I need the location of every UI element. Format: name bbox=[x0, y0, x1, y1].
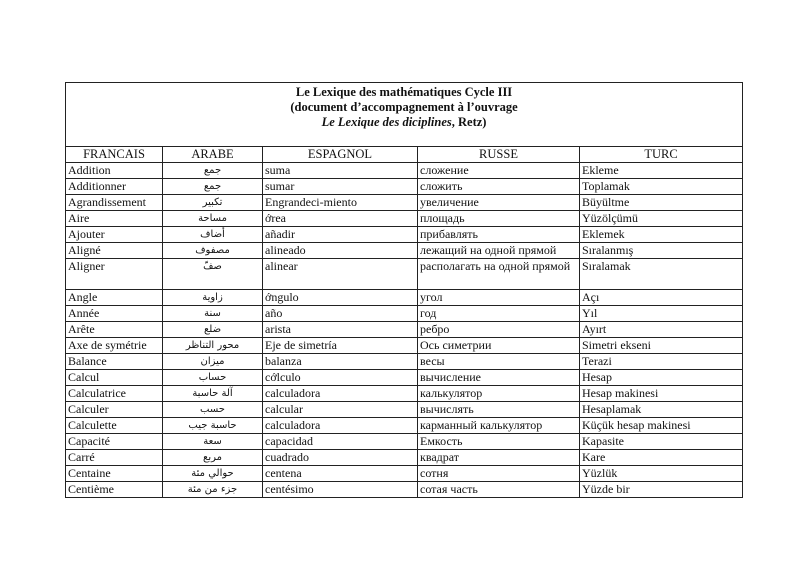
cell-espagnol: centena bbox=[263, 466, 418, 482]
cell-russe: сотня bbox=[418, 466, 580, 482]
cell-turc: Yıl bbox=[580, 306, 743, 322]
cell-francais: Centaine bbox=[66, 466, 163, 482]
cell-turc: Hesap makinesi bbox=[580, 386, 743, 402]
cell-russe: ребро bbox=[418, 322, 580, 338]
cell-espagnol: ớngulo bbox=[263, 290, 418, 306]
cell-arabe: زاوية bbox=[163, 290, 263, 306]
cell-russe: квадрат bbox=[418, 450, 580, 466]
cell-espagnol: cuadrado bbox=[263, 450, 418, 466]
table-row bbox=[66, 434, 743, 450]
table-row bbox=[66, 338, 743, 354]
cell-arabe: تكبير bbox=[163, 195, 263, 211]
table-row bbox=[66, 195, 743, 211]
cell-francais: Arête bbox=[66, 322, 163, 338]
cell-espagnol: alinear bbox=[263, 259, 418, 290]
cell-russe: весы bbox=[418, 354, 580, 370]
col-header-russe: RUSSE bbox=[418, 147, 580, 163]
cell-russe: сложить bbox=[418, 179, 580, 195]
table-row bbox=[66, 259, 743, 290]
cell-espagnol: añadir bbox=[263, 227, 418, 243]
table-row bbox=[66, 386, 743, 402]
table-row bbox=[66, 179, 743, 195]
cell-turc: Yüzlük bbox=[580, 466, 743, 482]
cell-francais: Calculette bbox=[66, 418, 163, 434]
cell-espagnol: calculadora bbox=[263, 386, 418, 402]
cell-espagnol: capacidad bbox=[263, 434, 418, 450]
title-line-2: (document d’accompagnement à l’ouvrage bbox=[290, 100, 518, 114]
cell-francais: Agrandissement bbox=[66, 195, 163, 211]
cell-arabe: سنة bbox=[163, 306, 263, 322]
cell-espagnol: arista bbox=[263, 322, 418, 338]
col-header-francais: FRANCAIS bbox=[66, 147, 163, 163]
cell-russe: лежащий на одной прямой bbox=[418, 243, 580, 259]
cell-arabe: ميزان bbox=[163, 354, 263, 370]
header-row bbox=[66, 147, 743, 163]
cell-russe: увеличение bbox=[418, 195, 580, 211]
cell-arabe: مساحة bbox=[163, 211, 263, 227]
cell-arabe: جمع bbox=[163, 179, 263, 195]
cell-russe: вычислять bbox=[418, 402, 580, 418]
table-row bbox=[66, 211, 743, 227]
table-row bbox=[66, 163, 743, 179]
cell-espagnol: ớrea bbox=[263, 211, 418, 227]
table-row bbox=[66, 322, 743, 338]
cell-turc: Açı bbox=[580, 290, 743, 306]
cell-francais: Additionner bbox=[66, 179, 163, 195]
table-row bbox=[66, 402, 743, 418]
cell-turc: Toplamak bbox=[580, 179, 743, 195]
cell-russe: угол bbox=[418, 290, 580, 306]
cell-francais: Centième bbox=[66, 482, 163, 498]
cell-francais: Axe de symétrie bbox=[66, 338, 163, 354]
cell-turc: Kapasite bbox=[580, 434, 743, 450]
cell-russe: прибавлять bbox=[418, 227, 580, 243]
cell-arabe: محور التناظر bbox=[163, 338, 263, 354]
cell-turc: Eklemek bbox=[580, 227, 743, 243]
cell-espagnol: Engrandeci-miento bbox=[263, 195, 418, 211]
cell-francais: Addition bbox=[66, 163, 163, 179]
cell-francais: Calculatrice bbox=[66, 386, 163, 402]
cell-espagnol: Eje de simetría bbox=[263, 338, 418, 354]
table-row bbox=[66, 466, 743, 482]
cell-turc: Ekleme bbox=[580, 163, 743, 179]
cell-francais: Calcul bbox=[66, 370, 163, 386]
cell-espagnol: cớlculo bbox=[263, 370, 418, 386]
cell-arabe: مصفوف bbox=[163, 243, 263, 259]
cell-arabe: مربع bbox=[163, 450, 263, 466]
cell-russe: вычисление bbox=[418, 370, 580, 386]
publisher: , Retz) bbox=[451, 115, 487, 129]
cell-espagnol: balanza bbox=[263, 354, 418, 370]
cell-espagnol: calcular bbox=[263, 402, 418, 418]
cell-espagnol: alineado bbox=[263, 243, 418, 259]
cell-turc: Terazi bbox=[580, 354, 743, 370]
title-line-1: Le Lexique des mathématiques Cycle III bbox=[295, 85, 513, 99]
cell-turc: Hesaplamak bbox=[580, 402, 743, 418]
table-row bbox=[66, 227, 743, 243]
col-header-turc: TURC bbox=[580, 147, 743, 163]
cell-turc: Yüzölçümü bbox=[580, 211, 743, 227]
cell-francais: Capacité bbox=[66, 434, 163, 450]
table-row bbox=[66, 290, 743, 306]
cell-arabe: حسب bbox=[163, 402, 263, 418]
cell-francais: Carré bbox=[66, 450, 163, 466]
cell-francais: Balance bbox=[66, 354, 163, 370]
table-row bbox=[66, 354, 743, 370]
cell-turc: Simetri ekseni bbox=[580, 338, 743, 354]
cell-arabe: حاسبة جيب bbox=[163, 418, 263, 434]
title-line-3 bbox=[68, 115, 740, 130]
cell-arabe: ضلع bbox=[163, 322, 263, 338]
cell-turc: Kare bbox=[580, 450, 743, 466]
cell-russe: карманный калькулятор bbox=[418, 418, 580, 434]
cell-espagnol: año bbox=[263, 306, 418, 322]
cell-russe: сложение bbox=[418, 163, 580, 179]
cell-russe: площадь bbox=[418, 211, 580, 227]
table-row bbox=[66, 418, 743, 434]
table-row bbox=[66, 450, 743, 466]
table-body bbox=[66, 163, 743, 498]
cell-espagnol: calculadora bbox=[263, 418, 418, 434]
cell-turc: Sıralanmış bbox=[580, 243, 743, 259]
cell-arabe: صفّ bbox=[163, 259, 263, 290]
cell-turc: Sıralamak bbox=[580, 259, 743, 290]
cell-arabe: حوالي مئة bbox=[163, 466, 263, 482]
cell-espagnol: suma bbox=[263, 163, 418, 179]
cell-arabe: جزء من مئة bbox=[163, 482, 263, 498]
cell-francais: Aire bbox=[66, 211, 163, 227]
cell-russe: Емкость bbox=[418, 434, 580, 450]
cell-arabe: جمع bbox=[163, 163, 263, 179]
col-header-espagnol: ESPAGNOL bbox=[263, 147, 418, 163]
cell-francais: Angle bbox=[66, 290, 163, 306]
table-title bbox=[66, 83, 743, 147]
cell-francais: Calculer bbox=[66, 402, 163, 418]
cell-arabe: آلة حاسبة bbox=[163, 386, 263, 402]
cell-francais: Aligner bbox=[66, 259, 163, 290]
cell-russe: калькулятор bbox=[418, 386, 580, 402]
cell-turc: Yüzde bir bbox=[580, 482, 743, 498]
cell-francais: Ajouter bbox=[66, 227, 163, 243]
cell-russe: год bbox=[418, 306, 580, 322]
cell-espagnol: centésimo bbox=[263, 482, 418, 498]
cell-turc: Ayırt bbox=[580, 322, 743, 338]
col-header-arabe: ARABE bbox=[163, 147, 263, 163]
cell-arabe: سعة bbox=[163, 434, 263, 450]
cell-arabe: أضاف bbox=[163, 227, 263, 243]
cell-russe: Ось симетрии bbox=[418, 338, 580, 354]
cell-turc: Hesap bbox=[580, 370, 743, 386]
table-row bbox=[66, 370, 743, 386]
cell-espagnol: sumar bbox=[263, 179, 418, 195]
cell-turc: Küçük hesap makinesi bbox=[580, 418, 743, 434]
cell-francais: Aligné bbox=[66, 243, 163, 259]
lexicon-table bbox=[65, 82, 743, 498]
table-row bbox=[66, 482, 743, 498]
cell-russe: располагать на одной прямой bbox=[418, 259, 580, 290]
table-row bbox=[66, 306, 743, 322]
table-row bbox=[66, 243, 743, 259]
cell-russe: сотая часть bbox=[418, 482, 580, 498]
cell-arabe: حساب bbox=[163, 370, 263, 386]
cell-francais: Année bbox=[66, 306, 163, 322]
cell-turc: Büyültme bbox=[580, 195, 743, 211]
book-title: Le Lexique des diciplines bbox=[321, 115, 452, 129]
